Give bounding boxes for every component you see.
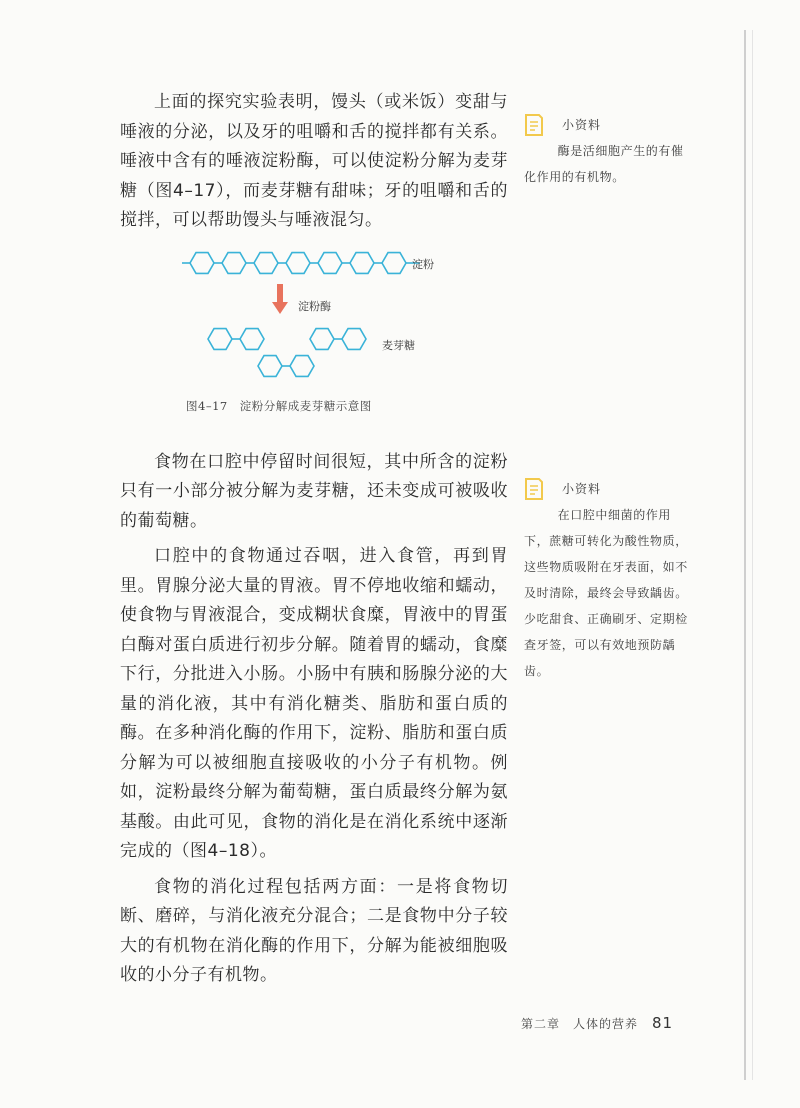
note-2-title: 小资料 bbox=[562, 482, 602, 496]
label-enzyme: 淀粉酶 bbox=[298, 299, 331, 313]
starch-unit bbox=[382, 252, 406, 273]
paragraph-2: 食物在口腔中停留时间很短，其中所含的淀粉只有一小部分被分解为麦芽糖，还未变成可被吸收的葡萄糖。 bbox=[120, 451, 508, 531]
down-arrow-icon bbox=[272, 284, 288, 314]
page-edge-shadow bbox=[744, 30, 746, 1080]
page-number: 81 bbox=[652, 1014, 674, 1032]
glucose-unit bbox=[342, 328, 366, 349]
note-2-body: 在口腔中细菌的作用下，蔗糖可转化为酸性物质，这些物质吸附在牙表面，如不及时清除，最终会导致龋齿。少吃甜食、正确刷牙、定期检查牙签，可以有效地预防龋齿。 bbox=[524, 508, 688, 678]
label-starch: 淀粉 bbox=[412, 257, 434, 271]
note-icon bbox=[524, 478, 544, 500]
glucose-unit bbox=[290, 355, 314, 376]
figure-caption bbox=[186, 398, 372, 414]
starch-unit bbox=[318, 252, 342, 273]
starch-unit bbox=[254, 252, 278, 273]
main-text-column bbox=[120, 88, 508, 991]
note-icon bbox=[524, 114, 544, 136]
page-footer bbox=[521, 1014, 673, 1032]
figure-number: 图4–17 bbox=[186, 398, 228, 413]
note-1-body: 酶是活细胞产生的有催化作用的有机物。 bbox=[524, 144, 684, 184]
starch-unit bbox=[190, 252, 214, 273]
paragraph-1: 上面的探究实验表明，馒头（或米饭）变甜与唾液的分泌，以及牙的咀嚼和舌的搅拌都有关系。唾液中含有的唾液淀粉酶，可以使淀粉分解为麦芽糖（图4–17），而麦芽糖有甜味；牙的咀嚼和舌的搅拌，可以帮助馒头与唾液混匀。 bbox=[120, 92, 508, 230]
figure-caption-text: 淀粉分解成麦芽糖示意图 bbox=[239, 398, 372, 413]
starch-unit bbox=[286, 252, 310, 273]
starch-diagram bbox=[180, 250, 480, 390]
glucose-unit bbox=[310, 328, 334, 349]
glucose-unit bbox=[208, 328, 232, 349]
paragraph-4: 食物的消化过程包括两方面：一是将食物切断、磨碎，与消化液充分混合；二是食物中分子较大的有机物在消化酶的作用下，分解为能被细胞吸收的小分子有机物。 bbox=[120, 876, 508, 985]
starch-unit bbox=[222, 252, 246, 273]
chapter-title: 第二章 人体的营养 bbox=[521, 1017, 639, 1031]
paragraph-3: 口腔中的食物通过吞咽，进入食管，再到胃里。胃腺分泌大量的胃液。胃不停地收缩和蠕动，使食物与胃液混合，变成糊状食糜，胃液中的胃蛋白酶对蛋白质进行初步分解。随着胃的蠕动，食糜下行，分批进入小肠。小肠中有胰和肠腺分泌的大量的消化液，其中有消化糖类、脂肪和蛋白质的酶。在多种消化酶的作用下，淀粉、脂肪和蛋白质分解为可以被细胞直接吸收的小分子有机物。例如，淀粉最终分解为葡萄糖，蛋白质最终分解为氨基酸。由此可见，食物的消化是在消化系统中逐渐完成的（图4–18）。 bbox=[120, 546, 508, 861]
glucose-unit bbox=[258, 355, 282, 376]
label-maltose: 麦芽糖 bbox=[382, 338, 415, 352]
starch-unit bbox=[350, 252, 374, 273]
figure-4-17 bbox=[120, 250, 508, 428]
glucose-unit bbox=[240, 328, 264, 349]
page-edge-shadow-2 bbox=[752, 30, 753, 1080]
note-1-title: 小资料 bbox=[562, 118, 602, 132]
